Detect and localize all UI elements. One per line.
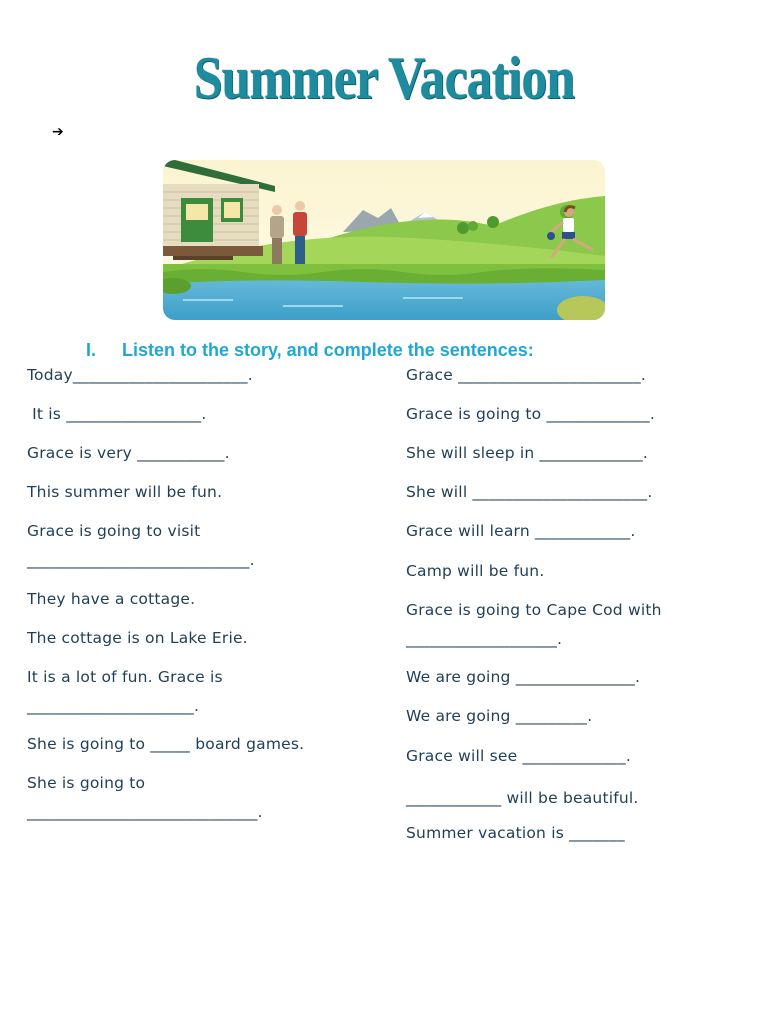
left-sentence-10-blank: _____________________________.	[27, 803, 263, 821]
left-sentence-2: It is _________________.	[27, 405, 207, 423]
summer-scene-illustration	[163, 160, 605, 320]
right-sentence-9: We are going _________.	[406, 707, 593, 725]
left-sentence-6: They have a cottage.	[27, 590, 196, 608]
worksheet-title: Summer Vacation	[193, 45, 575, 111]
section-number: I.	[86, 340, 97, 360]
right-sentence-4: She will ______________________.	[406, 483, 653, 501]
left-sentence-5: Grace is going to visit	[27, 522, 201, 540]
instruction-text: Listen to the story, and complete the sentences:	[122, 340, 534, 360]
left-sentence-8-blank: _____________________.	[27, 697, 200, 715]
arrow-icon: ➔	[52, 124, 64, 140]
left-sentence-8: It is a lot of fun. Grace is	[27, 668, 223, 686]
left-sentence-7: The cottage is on Lake Erie.	[27, 629, 248, 647]
right-sentence-11: ____________ will be beautiful.	[406, 789, 639, 807]
right-sentence-6: Camp will be fun.	[406, 562, 545, 580]
left-sentence-4: This summer will be fun.	[27, 483, 223, 501]
left-sentence-9: She is going to _____ board games.	[27, 735, 305, 753]
right-sentence-10: Grace will see _____________.	[406, 747, 631, 765]
left-sentence-10: She is going to	[27, 774, 146, 792]
instruction-heading	[86, 340, 534, 361]
right-sentence-7-blank: ___________________.	[406, 630, 563, 648]
right-sentence-8: We are going _______________.	[406, 668, 641, 686]
right-sentence-1: Grace _______________________.	[406, 366, 647, 384]
left-sentence-3: Grace is very ___________.	[27, 444, 230, 462]
right-sentence-2: Grace is going to _____________.	[406, 405, 655, 423]
right-sentence-7: Grace is going to Cape Cod with	[406, 601, 662, 619]
left-sentence-1: Today______________________.	[27, 366, 253, 384]
left-sentence-5-blank: ____________________________.	[27, 551, 255, 569]
right-sentence-12: Summer vacation is _______	[406, 824, 625, 842]
right-sentence-3: She will sleep in _____________.	[406, 444, 649, 462]
right-sentence-5: Grace will learn ____________.	[406, 522, 636, 540]
